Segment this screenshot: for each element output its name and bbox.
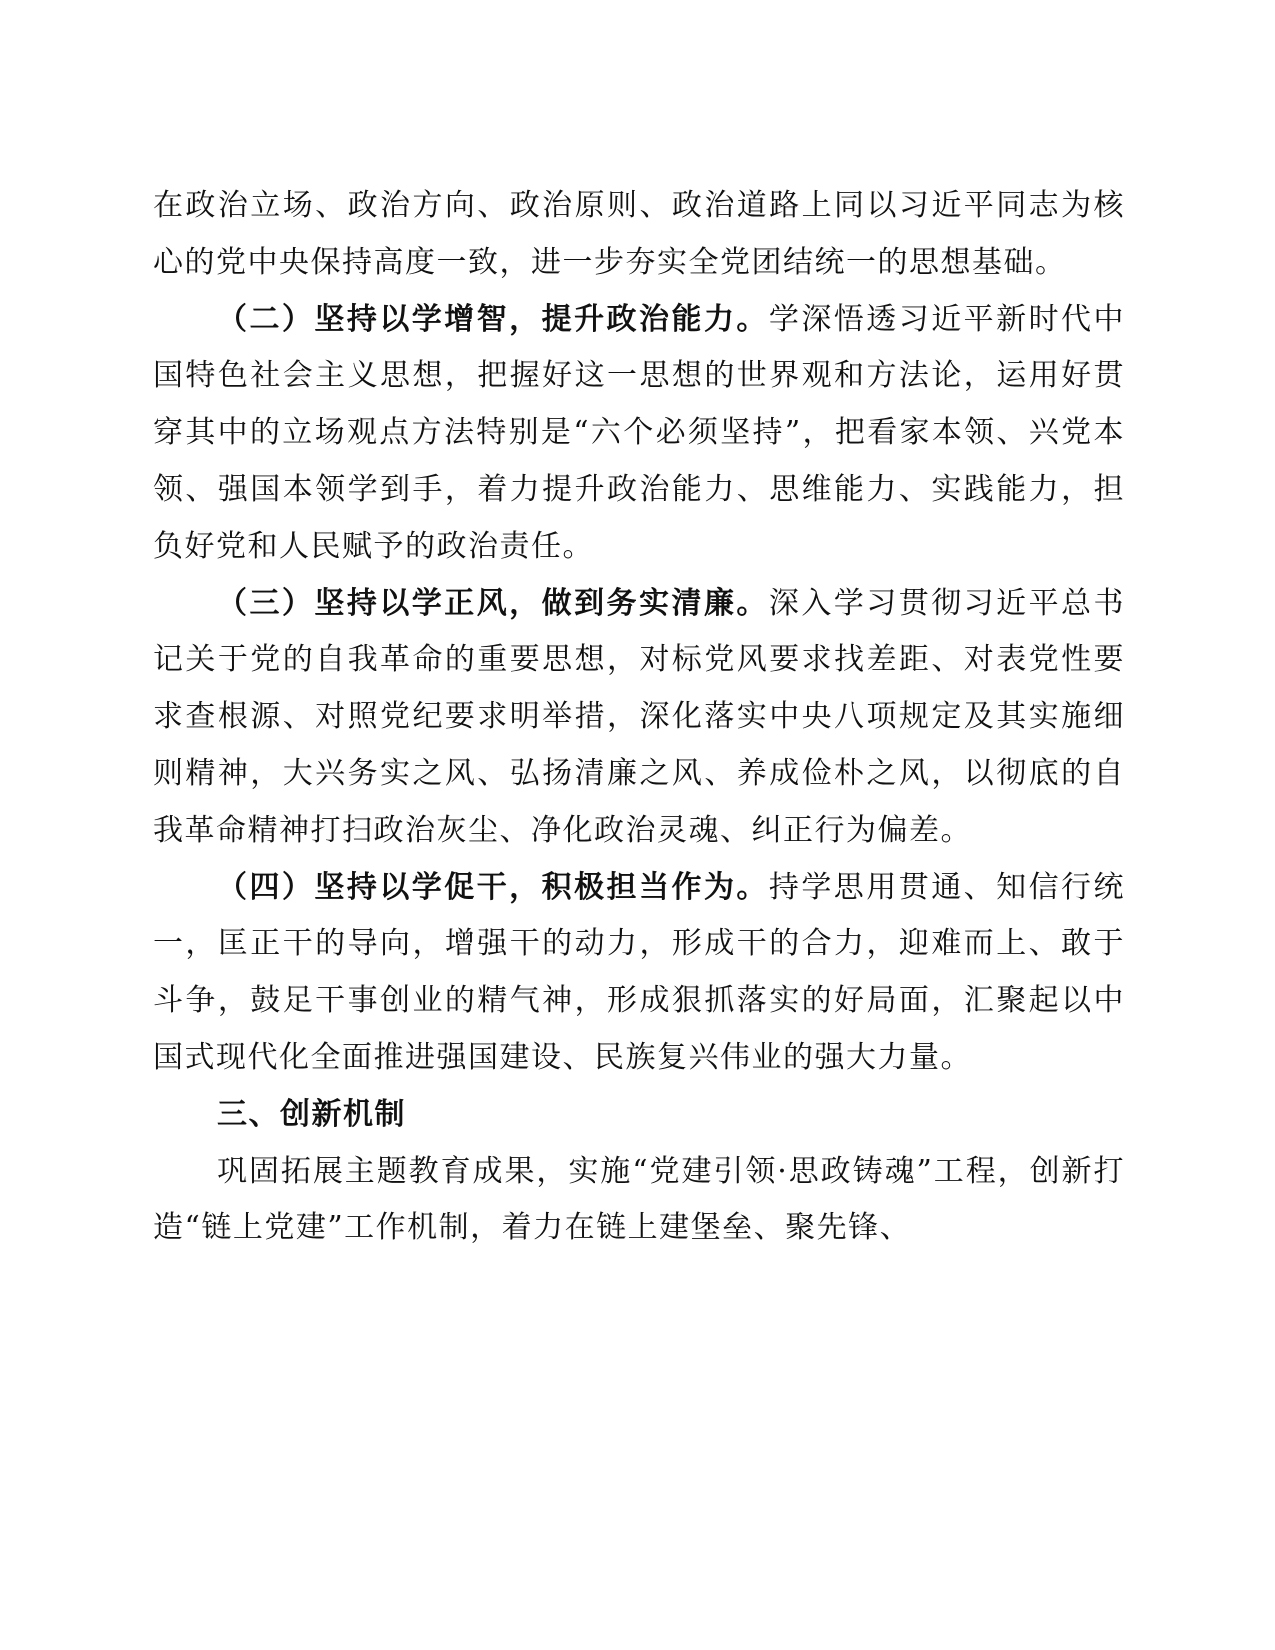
paragraph-innovation: 巩固拓展主题教育成果，实施“党建引领·思政铸魂”工程，创新打造“链上党建”工作机制，着力在链上建堡垒、聚先锋、 <box>153 1153 1125 1246</box>
section-4-body: 持学思用贯通、知信行统一，匡正干的导向，增强干的动力，形成干的合力，迎难而上、敢于斗争，鼓足干事创业的精气神，形成狠抓落实的好局面，汇聚起以中国式现代化全面推进强国建设、民族复兴伟业的强大力量。 <box>153 869 1126 1075</box>
section-2-body: 学深悟透习近平新时代中国特色社会主义思想，把握好这一思想的世界观和方法论，运用好贯穿其中的立场观点方法特别是“六个必须坚持”，把看家本领、兴党本领、强国本领学到手，着力提升政治能力、思维能力、实践能力，担负好党和人民赋予的政治责任。 <box>153 301 1126 564</box>
section-4-lead: （四）坚持以学促干，积极担当作为。 <box>217 869 769 905</box>
paragraph-section-2 <box>153 292 1125 576</box>
paragraph-continuation: 在政治立场、政治方向、政治原则、政治道路上同以习近平同志为核心的党中央保持高度一致，进一步夯实全党团结统一的思想基础。 <box>153 188 1125 280</box>
section-2-lead: （二）坚持以学增智，提升政治能力。 <box>217 301 769 337</box>
section-heading-innovation: 三、创新机制 <box>217 1096 406 1132</box>
paragraph-section-4 <box>153 860 1125 1087</box>
paragraph-section-3 <box>153 576 1125 860</box>
section-3-lead: （三）坚持以学正风，做到务实清廉。 <box>217 585 769 621</box>
section-3-body: 深入学习贯彻习近平总书记关于党的自我革命的重要思想，对标党风要求找差距、对表党性要求查根源、对照党纪要求明举措，深化落实中央八项规定及其实施细则精神，大兴务实之风、弘扬清廉之风、养成俭朴之风，以彻底的自我革命精神打扫政治灰尘、净化政治灵魂、纠正行为偏差。 <box>153 585 1126 848</box>
